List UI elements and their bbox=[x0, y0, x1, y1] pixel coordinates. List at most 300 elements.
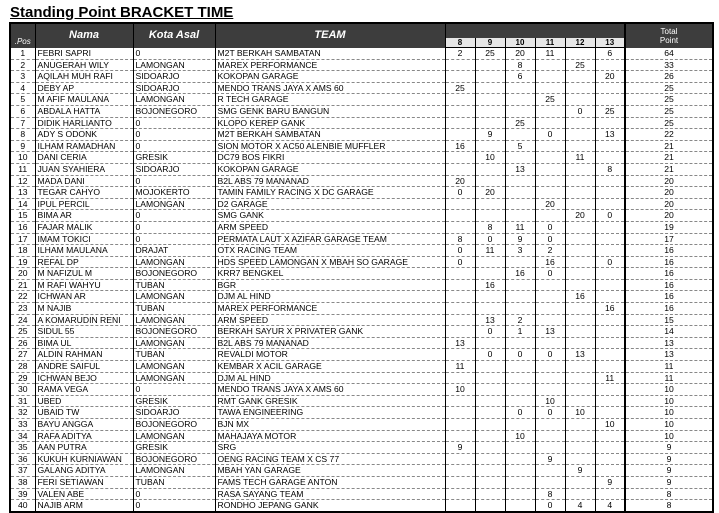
cell-kota-asal: 0 bbox=[133, 140, 215, 152]
cell-round-point bbox=[445, 453, 475, 465]
header-round: 11 bbox=[535, 38, 565, 48]
cell-nama: TEGAR CAHYO bbox=[35, 187, 133, 199]
cell-round-point bbox=[565, 453, 595, 465]
cell-team: KOKOPAN GARAGE bbox=[215, 163, 445, 175]
cell-round-point bbox=[595, 442, 625, 454]
cell-round-point: 10 bbox=[445, 384, 475, 396]
cell-team: MAREX PERFORMANCE bbox=[215, 59, 445, 71]
cell-round-point: 0 bbox=[445, 245, 475, 257]
cell-team: OENG RACING TEAM X CS 77 bbox=[215, 453, 445, 465]
cell-team: B2L ABS 79 MANANAD bbox=[215, 175, 445, 187]
cell-round-point bbox=[475, 419, 505, 431]
cell-round-point bbox=[505, 419, 535, 431]
cell-nama: DANI CERIA bbox=[35, 152, 133, 164]
cell-round-point bbox=[565, 187, 595, 199]
cell-total: 15 bbox=[625, 314, 713, 326]
cell-team: D2 GARAGE bbox=[215, 198, 445, 210]
cell-round-point bbox=[595, 430, 625, 442]
cell-round-point: 0 bbox=[475, 233, 505, 245]
cell-round-point: 13 bbox=[505, 163, 535, 175]
cell-total: 10 bbox=[625, 395, 713, 407]
table-row bbox=[10, 279, 713, 291]
table-row bbox=[10, 94, 713, 106]
cell-round-point: 0 bbox=[595, 210, 625, 222]
cell-team: MBAH YAN GARAGE bbox=[215, 465, 445, 477]
cell-round-point: 8 bbox=[535, 488, 565, 500]
cell-kota-asal: LAMONGAN bbox=[133, 314, 215, 326]
table-row bbox=[10, 59, 713, 71]
cell-pos: 36 bbox=[10, 453, 35, 465]
cell-total: 8 bbox=[625, 488, 713, 500]
cell-round-point bbox=[595, 465, 625, 477]
cell-nama: UBAID TW bbox=[35, 407, 133, 419]
cell-total: 9 bbox=[625, 453, 713, 465]
cell-round-point bbox=[565, 71, 595, 83]
cell-round-point: 25 bbox=[475, 48, 505, 60]
cell-team: RMT GANK GRESIK bbox=[215, 395, 445, 407]
cell-pos: 10 bbox=[10, 152, 35, 164]
cell-round-point bbox=[445, 105, 475, 117]
table-row bbox=[10, 337, 713, 349]
cell-round-point bbox=[445, 465, 475, 477]
cell-round-point bbox=[475, 59, 505, 71]
cell-round-point bbox=[565, 163, 595, 175]
cell-total: 25 bbox=[625, 117, 713, 129]
cell-kota-asal: LAMONGAN bbox=[133, 94, 215, 106]
cell-round-point bbox=[535, 291, 565, 303]
cell-kota-asal: GRESIK bbox=[133, 395, 215, 407]
cell-round-point bbox=[535, 384, 565, 396]
cell-nama: DEBY AP bbox=[35, 82, 133, 94]
cell-round-point bbox=[505, 152, 535, 164]
cell-round-point bbox=[565, 48, 595, 60]
cell-pos: 21 bbox=[10, 279, 35, 291]
cell-pos: 14 bbox=[10, 198, 35, 210]
cell-team: SMG GENK BARU BANGUN bbox=[215, 105, 445, 117]
cell-round-point bbox=[565, 279, 595, 291]
cell-round-point: 2 bbox=[445, 48, 475, 60]
cell-team: DJM AL HIND bbox=[215, 291, 445, 303]
cell-nama: ILHAM MAULANA bbox=[35, 245, 133, 257]
cell-round-point bbox=[505, 361, 535, 373]
cell-total: 20 bbox=[625, 210, 713, 222]
cell-kota-asal: LAMONGAN bbox=[133, 256, 215, 268]
cell-round-point bbox=[535, 419, 565, 431]
cell-round-point bbox=[505, 500, 535, 512]
cell-round-point: 13 bbox=[565, 349, 595, 361]
table-row bbox=[10, 442, 713, 454]
cell-round-point bbox=[535, 187, 565, 199]
table-row bbox=[10, 500, 713, 512]
cell-round-point: 0 bbox=[505, 407, 535, 419]
cell-round-point: 10 bbox=[475, 152, 505, 164]
cell-round-point: 25 bbox=[535, 94, 565, 106]
cell-round-point bbox=[535, 175, 565, 187]
cell-team: OTX RACING TEAM bbox=[215, 245, 445, 257]
cell-total: 25 bbox=[625, 82, 713, 94]
header-round: 8 bbox=[445, 38, 475, 48]
cell-round-point: 16 bbox=[595, 303, 625, 315]
cell-total: 21 bbox=[625, 152, 713, 164]
cell-round-point bbox=[535, 361, 565, 373]
cell-round-point bbox=[505, 129, 535, 141]
cell-round-point bbox=[445, 303, 475, 315]
cell-team: KEMBAR X ACIL GARAGE bbox=[215, 361, 445, 373]
cell-pos: 17 bbox=[10, 233, 35, 245]
cell-round-point bbox=[565, 82, 595, 94]
cell-kota-asal: BOJONEGORO bbox=[133, 453, 215, 465]
cell-pos: 22 bbox=[10, 291, 35, 303]
cell-round-point bbox=[505, 372, 535, 384]
cell-round-point: 16 bbox=[505, 268, 535, 280]
cell-total: 11 bbox=[625, 361, 713, 373]
cell-round-point bbox=[565, 361, 595, 373]
cell-total: 22 bbox=[625, 129, 713, 141]
cell-nama: GALANG ADITYA bbox=[35, 465, 133, 477]
cell-kota-asal: 0 bbox=[133, 175, 215, 187]
cell-round-point: 25 bbox=[595, 105, 625, 117]
cell-round-point bbox=[565, 476, 595, 488]
cell-team: SMG GANK bbox=[215, 210, 445, 222]
cell-round-point: 16 bbox=[535, 256, 565, 268]
table-row bbox=[10, 221, 713, 233]
cell-round-point: 10 bbox=[535, 395, 565, 407]
cell-round-point bbox=[595, 268, 625, 280]
cell-pos: 33 bbox=[10, 419, 35, 431]
cell-nama: ILHAM RAMADHAN bbox=[35, 140, 133, 152]
cell-kota-asal: 0 bbox=[133, 210, 215, 222]
cell-nama: BAYU ANGGA bbox=[35, 419, 133, 431]
standings-table bbox=[9, 22, 714, 513]
cell-round-point bbox=[565, 395, 595, 407]
cell-round-point bbox=[475, 453, 505, 465]
cell-total: 19 bbox=[625, 221, 713, 233]
cell-round-point bbox=[505, 337, 535, 349]
cell-round-point bbox=[595, 198, 625, 210]
cell-round-point bbox=[445, 407, 475, 419]
cell-pos: 30 bbox=[10, 384, 35, 396]
cell-nama: VALEN ABE bbox=[35, 488, 133, 500]
cell-round-point bbox=[475, 71, 505, 83]
cell-nama: A KOMARUDIN RENI bbox=[35, 314, 133, 326]
cell-round-point bbox=[535, 59, 565, 71]
cell-round-point bbox=[475, 430, 505, 442]
cell-kota-asal: GRESIK bbox=[133, 442, 215, 454]
cell-round-point: 1 bbox=[505, 326, 535, 338]
cell-round-point bbox=[565, 442, 595, 454]
cell-round-point bbox=[535, 372, 565, 384]
cell-round-point bbox=[505, 465, 535, 477]
cell-nama: ANDRE SAIFUL bbox=[35, 361, 133, 373]
cell-nama: SIDUL 55 bbox=[35, 326, 133, 338]
cell-round-point bbox=[505, 476, 535, 488]
table-row bbox=[10, 140, 713, 152]
cell-pos: 15 bbox=[10, 210, 35, 222]
cell-pos: 2 bbox=[10, 59, 35, 71]
cell-pos: 35 bbox=[10, 442, 35, 454]
cell-kota-asal: BOJONEGORO bbox=[133, 105, 215, 117]
cell-round-point bbox=[475, 303, 505, 315]
cell-nama: BIMA UL bbox=[35, 337, 133, 349]
cell-round-point bbox=[445, 152, 475, 164]
table-row bbox=[10, 419, 713, 431]
cell-team: REVALDI MOTOR bbox=[215, 349, 445, 361]
cell-kota-asal: 0 bbox=[133, 129, 215, 141]
table-row bbox=[10, 105, 713, 117]
cell-round-point bbox=[535, 105, 565, 117]
cell-round-point: 16 bbox=[475, 279, 505, 291]
cell-round-point bbox=[595, 279, 625, 291]
cell-nama: AAN PUTRA bbox=[35, 442, 133, 454]
cell-round-point bbox=[535, 163, 565, 175]
cell-total: 10 bbox=[625, 419, 713, 431]
cell-round-point bbox=[595, 314, 625, 326]
cell-round-point bbox=[475, 256, 505, 268]
cell-kota-asal: DRAJAT bbox=[133, 245, 215, 257]
cell-kota-asal: 0 bbox=[133, 117, 215, 129]
cell-team: HDS SPEED LAMONGAN X MBAH SO GARAGE bbox=[215, 256, 445, 268]
cell-team: DC79 BOS FIKRI bbox=[215, 152, 445, 164]
table-row bbox=[10, 129, 713, 141]
cell-round-point bbox=[595, 349, 625, 361]
cell-nama: ALDIN RAHMAN bbox=[35, 349, 133, 361]
cell-round-point: 20 bbox=[505, 48, 535, 60]
cell-pos: 8 bbox=[10, 129, 35, 141]
cell-total: 9 bbox=[625, 442, 713, 454]
cell-team: BJN MX bbox=[215, 419, 445, 431]
cell-round-point bbox=[565, 94, 595, 106]
cell-round-point bbox=[565, 175, 595, 187]
cell-round-point: 9 bbox=[505, 233, 535, 245]
table-row bbox=[10, 314, 713, 326]
table-row bbox=[10, 326, 713, 338]
cell-round-point: 16 bbox=[445, 140, 475, 152]
cell-kota-asal: LAMONGAN bbox=[133, 198, 215, 210]
cell-round-point: 13 bbox=[475, 314, 505, 326]
cell-round-point: 0 bbox=[535, 221, 565, 233]
cell-round-point bbox=[445, 349, 475, 361]
header-nama: Nama bbox=[35, 23, 133, 48]
cell-kota-asal: 0 bbox=[133, 500, 215, 512]
cell-total: 13 bbox=[625, 349, 713, 361]
cell-round-point bbox=[445, 395, 475, 407]
cell-round-point bbox=[505, 175, 535, 187]
cell-nama: M NAJIB bbox=[35, 303, 133, 315]
cell-round-point: 20 bbox=[475, 187, 505, 199]
cell-pos: 11 bbox=[10, 163, 35, 175]
cell-round-point bbox=[595, 245, 625, 257]
cell-round-point bbox=[505, 256, 535, 268]
cell-round-point: 13 bbox=[595, 129, 625, 141]
cell-round-point bbox=[565, 268, 595, 280]
cell-total: 16 bbox=[625, 268, 713, 280]
cell-nama: AQILAH MUH RAFI bbox=[35, 71, 133, 83]
cell-round-point bbox=[595, 384, 625, 396]
cell-round-point bbox=[445, 163, 475, 175]
cell-round-point bbox=[595, 94, 625, 106]
cell-team: B2L ABS 79 MANANAD bbox=[215, 337, 445, 349]
cell-round-point bbox=[565, 117, 595, 129]
cell-team: ARM SPEED bbox=[215, 314, 445, 326]
cell-round-point bbox=[445, 488, 475, 500]
cell-team: TAWA ENGINEERING bbox=[215, 407, 445, 419]
cell-kota-asal: TUBAN bbox=[133, 349, 215, 361]
cell-nama: DIDIK HARLIANTO bbox=[35, 117, 133, 129]
cell-round-point bbox=[475, 442, 505, 454]
cell-nama: REFAL DP bbox=[35, 256, 133, 268]
table-row bbox=[10, 233, 713, 245]
cell-nama: NAJIB ARM bbox=[35, 500, 133, 512]
cell-total: 16 bbox=[625, 303, 713, 315]
cell-round-point: 2 bbox=[535, 245, 565, 257]
cell-kota-asal: LAMONGAN bbox=[133, 361, 215, 373]
cell-round-point: 9 bbox=[595, 476, 625, 488]
cell-round-point bbox=[565, 233, 595, 245]
cell-round-point bbox=[565, 488, 595, 500]
header-point-label: Point bbox=[659, 35, 679, 45]
table-row bbox=[10, 361, 713, 373]
cell-round-point bbox=[595, 187, 625, 199]
cell-round-point bbox=[445, 372, 475, 384]
header-rounds-band bbox=[445, 23, 625, 31]
table-row bbox=[10, 152, 713, 164]
cell-pos: 38 bbox=[10, 476, 35, 488]
cell-round-point: 2 bbox=[505, 314, 535, 326]
cell-round-point: 0 bbox=[535, 268, 565, 280]
cell-round-point bbox=[565, 129, 595, 141]
cell-round-point bbox=[535, 337, 565, 349]
cell-round-point bbox=[475, 476, 505, 488]
cell-team: ARM SPEED bbox=[215, 221, 445, 233]
table-row bbox=[10, 268, 713, 280]
cell-kota-asal: SIDOARJO bbox=[133, 407, 215, 419]
cell-pos: 40 bbox=[10, 500, 35, 512]
cell-pos: 5 bbox=[10, 94, 35, 106]
cell-round-point bbox=[505, 82, 535, 94]
cell-round-point: 8 bbox=[445, 233, 475, 245]
table-row bbox=[10, 71, 713, 83]
cell-round-point bbox=[445, 59, 475, 71]
cell-round-point bbox=[595, 291, 625, 303]
cell-pos: 23 bbox=[10, 303, 35, 315]
cell-round-point: 0 bbox=[565, 105, 595, 117]
cell-round-point bbox=[595, 395, 625, 407]
header-pos: .Pos bbox=[10, 23, 35, 48]
cell-round-point: 6 bbox=[595, 48, 625, 60]
cell-round-point: 0 bbox=[535, 233, 565, 245]
table-row bbox=[10, 488, 713, 500]
cell-pos: 39 bbox=[10, 488, 35, 500]
table-row bbox=[10, 117, 713, 129]
cell-round-point: 0 bbox=[535, 500, 565, 512]
cell-round-point bbox=[445, 221, 475, 233]
cell-round-point bbox=[445, 129, 475, 141]
cell-round-point bbox=[475, 82, 505, 94]
cell-round-point bbox=[445, 430, 475, 442]
cell-total: 8 bbox=[625, 500, 713, 512]
header-round: 12 bbox=[565, 38, 595, 48]
cell-round-point: 10 bbox=[505, 430, 535, 442]
table-row bbox=[10, 372, 713, 384]
cell-round-point bbox=[475, 163, 505, 175]
cell-pos: 37 bbox=[10, 465, 35, 477]
cell-total: 26 bbox=[625, 71, 713, 83]
cell-round-point bbox=[535, 117, 565, 129]
cell-kota-asal: 0 bbox=[133, 233, 215, 245]
cell-team: SION MOTOR X AC50 ALENBIE MUFFLER bbox=[215, 140, 445, 152]
cell-team: KRR7 BENGKEL bbox=[215, 268, 445, 280]
cell-nama: ANUGERAH WILY bbox=[35, 59, 133, 71]
cell-round-point bbox=[565, 140, 595, 152]
cell-pos: 16 bbox=[10, 221, 35, 233]
cell-round-point: 13 bbox=[445, 337, 475, 349]
cell-round-point bbox=[565, 198, 595, 210]
cell-round-point bbox=[535, 314, 565, 326]
cell-total: 11 bbox=[625, 372, 713, 384]
cell-nama: IPUL PERCIL bbox=[35, 198, 133, 210]
cell-total: 16 bbox=[625, 291, 713, 303]
cell-total: 17 bbox=[625, 233, 713, 245]
cell-total: 20 bbox=[625, 187, 713, 199]
cell-round-point bbox=[565, 245, 595, 257]
cell-total: 13 bbox=[625, 337, 713, 349]
cell-pos: 4 bbox=[10, 82, 35, 94]
cell-round-point bbox=[565, 372, 595, 384]
table-row bbox=[10, 187, 713, 199]
cell-total: 20 bbox=[625, 198, 713, 210]
cell-round-point: 11 bbox=[535, 48, 565, 60]
header-round: 10 bbox=[505, 38, 535, 48]
cell-team: KLOPO KEREP GANK bbox=[215, 117, 445, 129]
header-kota-asal: Kota Asal bbox=[133, 23, 215, 48]
cell-round-point bbox=[565, 430, 595, 442]
cell-round-point bbox=[535, 71, 565, 83]
cell-team: R TECH GARAGE bbox=[215, 94, 445, 106]
cell-kota-asal: BOJONEGORO bbox=[133, 326, 215, 338]
cell-round-point: 10 bbox=[595, 419, 625, 431]
cell-round-point bbox=[445, 279, 475, 291]
cell-round-point: 9 bbox=[475, 129, 505, 141]
cell-round-point bbox=[475, 337, 505, 349]
cell-round-point bbox=[475, 94, 505, 106]
cell-total: 9 bbox=[625, 476, 713, 488]
cell-round-point bbox=[595, 59, 625, 71]
cell-total: 25 bbox=[625, 105, 713, 117]
cell-kota-asal: 0 bbox=[133, 221, 215, 233]
cell-pos: 31 bbox=[10, 395, 35, 407]
cell-round-point bbox=[475, 140, 505, 152]
cell-kota-asal: 0 bbox=[133, 488, 215, 500]
cell-round-point: 8 bbox=[595, 163, 625, 175]
table-row bbox=[10, 175, 713, 187]
table-body bbox=[10, 48, 713, 512]
cell-nama: MADA DANI bbox=[35, 175, 133, 187]
cell-round-point bbox=[565, 221, 595, 233]
cell-round-point: 6 bbox=[505, 71, 535, 83]
header-total-label: Total bbox=[660, 26, 678, 36]
cell-round-point bbox=[565, 314, 595, 326]
cell-kota-asal: TUBAN bbox=[133, 476, 215, 488]
table-row bbox=[10, 407, 713, 419]
cell-round-point: 0 bbox=[535, 129, 565, 141]
cell-round-point bbox=[475, 268, 505, 280]
table-row bbox=[10, 210, 713, 222]
cell-round-point: 20 bbox=[535, 198, 565, 210]
cell-round-point bbox=[475, 105, 505, 117]
cell-team: BGR bbox=[215, 279, 445, 291]
cell-nama: M AFIF MAULANA bbox=[35, 94, 133, 106]
cell-round-point bbox=[445, 500, 475, 512]
